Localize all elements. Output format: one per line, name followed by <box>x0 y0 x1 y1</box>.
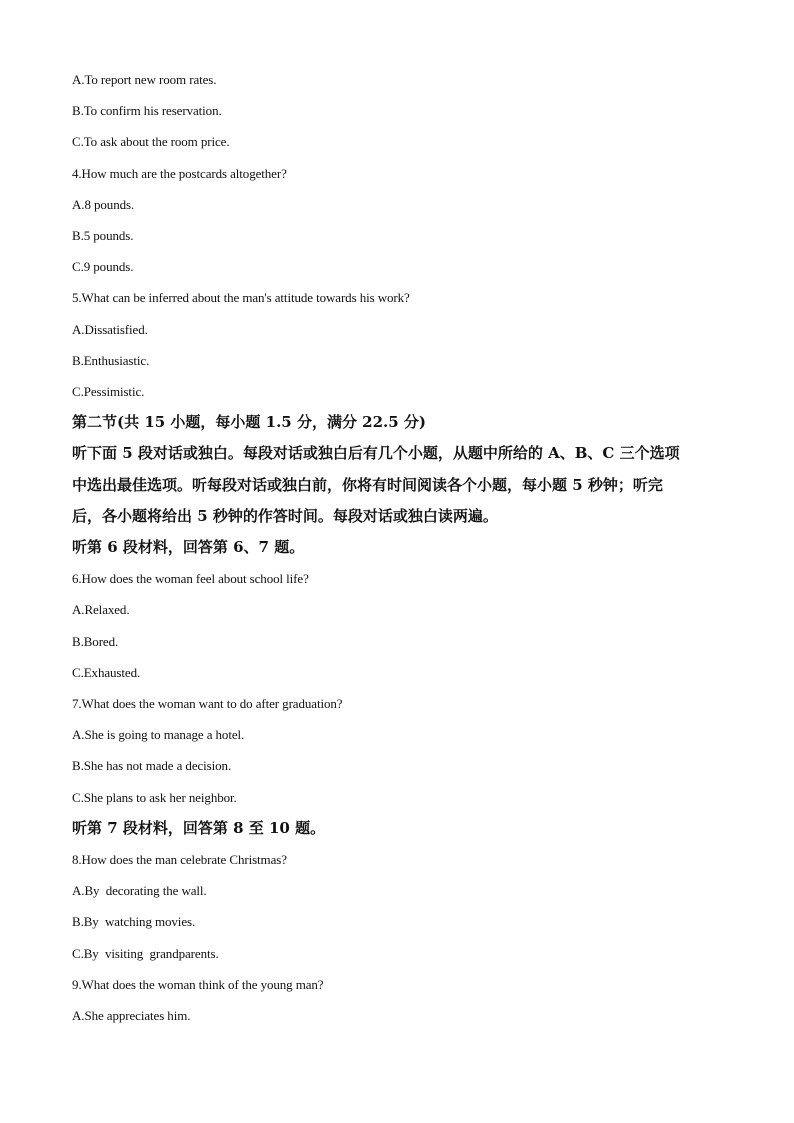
question-6: 6.How does the woman feel about school life? <box>72 571 309 587</box>
material-6-heading: 听第 6 段材料，回答第 6、7 题。 <box>72 538 305 557</box>
option-5b: B.Enthusiastic. <box>72 352 150 368</box>
document-page <box>72 64 732 1031</box>
option-3c: C.To ask about the room price. <box>72 134 230 150</box>
section-2-instruction-line-2: 中选出最佳选项。听每段对话或独白前，你将有时间阅读各个小题，每小题 5 秒钟；听完 <box>72 475 663 494</box>
option-7b: B.She has not made a decision. <box>72 758 232 774</box>
section-2-instruction-line-3: 后，各小题将给出 5 秒钟的作答时间。每段对话或独白读两遍。 <box>72 506 498 525</box>
section-2-instruction-line-1: 听下面 5 段对话或独白。每段对话或独白后有几个小题，从题中所给的 A、B、C 三个选项 <box>72 444 680 463</box>
option-5c: C.Pessimistic. <box>72 384 145 400</box>
question-7: 7.What does the woman want to do after graduation? <box>72 696 343 712</box>
option-8b: B.By watching movies. <box>72 914 196 930</box>
option-6b: B.Bored. <box>72 633 119 649</box>
option-4c: C.9 pounds. <box>72 259 134 275</box>
option-8c: C.By visiting grandparents. <box>72 945 219 961</box>
option-4a: A.8 pounds. <box>72 196 135 212</box>
material-7-heading: 听第 7 段材料，回答第 8 至 10 题。 <box>72 818 326 837</box>
option-5a: A.Dissatisfied. <box>72 321 148 337</box>
question-9: 9.What does the woman think of the young man? <box>72 976 324 992</box>
option-7a: A.She is going to manage a hotel. <box>72 727 245 743</box>
option-3b: B.To confirm his reservation. <box>72 103 222 119</box>
option-7c: C.She plans to ask her neighbor. <box>72 789 237 805</box>
option-4b: B.5 pounds. <box>72 228 134 244</box>
question-5: 5.What can be inferred about the man's attitude towards his work? <box>72 290 410 306</box>
section-2-title: 第二节(共 15 小题，每小题 1.5 分，满分 22.5 分) <box>72 413 427 432</box>
option-6a: A.Relaxed. <box>72 602 130 618</box>
option-8a: A.By decorating the wall. <box>72 883 207 899</box>
option-3a: A.To report new room rates. <box>72 72 217 87</box>
question-4: 4.How much are the postcards altogether? <box>72 165 287 181</box>
question-8: 8.How does the man celebrate Christmas? <box>72 852 287 868</box>
option-6c: C.Exhausted. <box>72 664 141 680</box>
option-9a: A.She appreciates him. <box>72 1008 191 1024</box>
